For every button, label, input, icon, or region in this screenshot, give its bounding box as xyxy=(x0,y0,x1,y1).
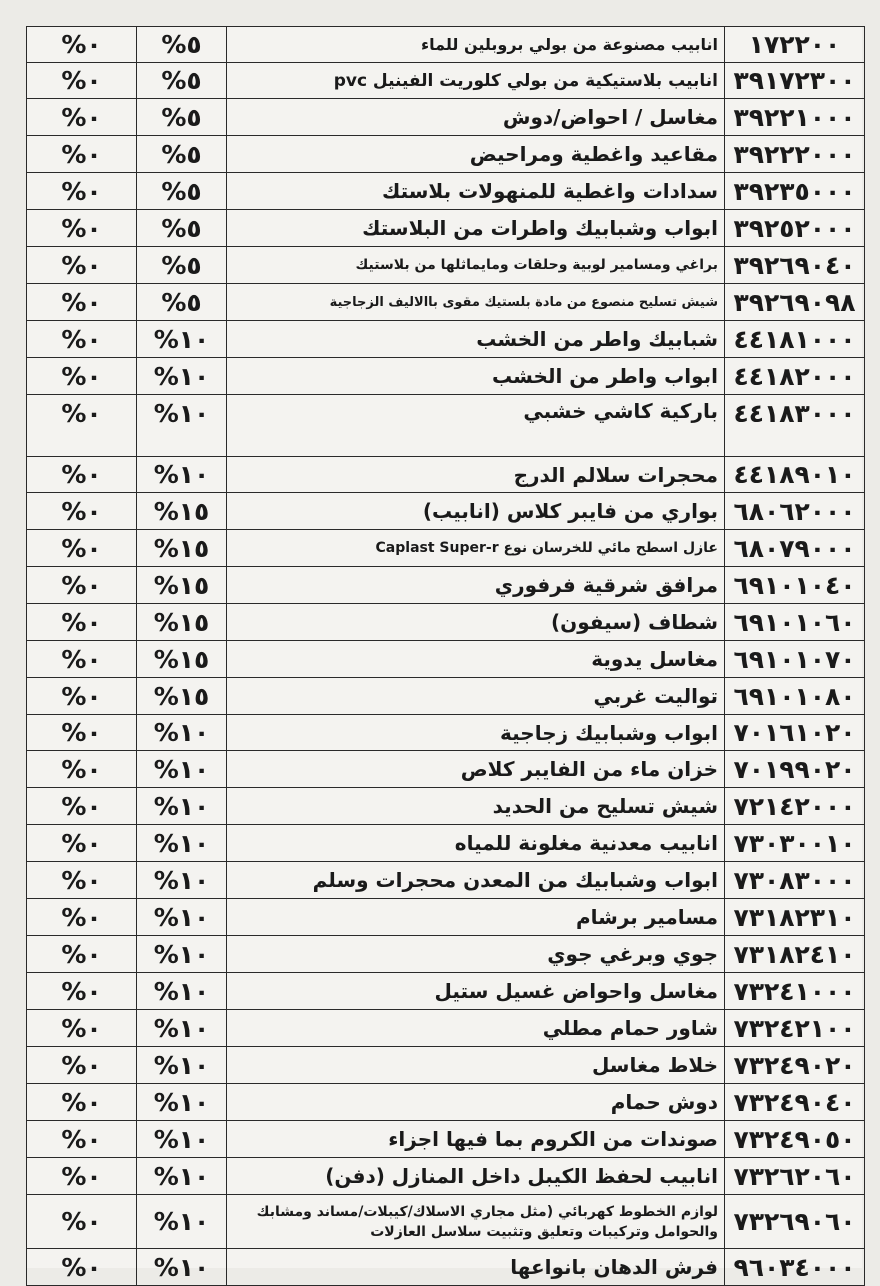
rate-high-cell: ١٠% xyxy=(137,825,227,862)
rate-high-cell: ١٠% xyxy=(137,457,227,493)
rate-high-cell: ٥% xyxy=(137,210,227,247)
code-cell: ٧٣٢٤٩٠٤٠ xyxy=(725,1084,865,1121)
table-row xyxy=(27,358,865,395)
rate-high-cell: ٥% xyxy=(137,173,227,210)
code-cell: ٣٩٢٢١٠٠٠ xyxy=(725,99,865,136)
rate-low-cell: ٠% xyxy=(27,247,137,284)
description-cell: فرش الدهان بانواعها xyxy=(227,1249,725,1286)
table-row xyxy=(27,284,865,321)
description-cell: شيش تسليح منصوع من مادة بلستيك مقوى باالاليف الزجاجية xyxy=(227,284,725,321)
rate-high-cell: ١٠% xyxy=(137,788,227,825)
rate-low-cell: ٠% xyxy=(27,825,137,862)
rate-low-cell: ٠% xyxy=(27,99,137,136)
table-row xyxy=(27,493,865,530)
description-cell: مغاسل / احواض/دوش xyxy=(227,99,725,136)
code-cell: ٧٣٠٣٠٠١٠ xyxy=(725,825,865,862)
table-row xyxy=(27,936,865,973)
code-cell: ٣٩٢٢٢٠٠٠ xyxy=(725,136,865,173)
rate-low-cell: ٠% xyxy=(27,493,137,530)
description-cell: جوي وبرغي جوي xyxy=(227,936,725,973)
rate-low-cell: ٠% xyxy=(27,321,137,358)
description-cell: مغاسل يدوية xyxy=(227,641,725,678)
table-row xyxy=(27,788,865,825)
rate-high-cell: ٥% xyxy=(137,63,227,99)
description-cell: ابواب وشبابيك واطرات من البلاستك xyxy=(227,210,725,247)
rate-low-cell: ٠% xyxy=(27,973,137,1010)
code-cell: ٧٣٢٤١٠٠٠ xyxy=(725,973,865,1010)
rate-low-cell: ٠% xyxy=(27,27,137,63)
rate-high-cell: ١٠% xyxy=(137,715,227,751)
table-row xyxy=(27,641,865,678)
code-cell: ٦٩١٠١٠٦٠ xyxy=(725,604,865,641)
table-row xyxy=(27,530,865,567)
rate-high-cell: ٥% xyxy=(137,99,227,136)
rate-low-cell: ٠% xyxy=(27,899,137,936)
table-row xyxy=(27,1195,865,1249)
rate-low-cell: ٠% xyxy=(27,1010,137,1047)
code-cell: ٣٩٢٣٥٠٠٠ xyxy=(725,173,865,210)
description-cell: انابيب بلاستيكية من بولي كلوريت الفينيل pvc xyxy=(227,63,725,99)
description-cell: مقاعيد واغطية ومراحيض xyxy=(227,136,725,173)
code-cell: ٩٦٠٣٤٠٠٠ xyxy=(725,1249,865,1286)
description-cell: خلاط مغاسل xyxy=(227,1047,725,1084)
rate-low-cell: ٠% xyxy=(27,715,137,751)
rate-low-cell: ٠% xyxy=(27,284,137,321)
code-cell: ٦٨٠٧٩٠٠٠ xyxy=(725,530,865,567)
tariff-table xyxy=(26,26,865,1286)
table-row xyxy=(27,1158,865,1195)
table-row xyxy=(27,825,865,862)
rate-high-cell: ١٠% xyxy=(137,899,227,936)
rate-high-cell: ١٠% xyxy=(137,973,227,1010)
table-row xyxy=(27,567,865,604)
description-cell: شيش تسليح من الحديد xyxy=(227,788,725,825)
description-cell: دوش حمام xyxy=(227,1084,725,1121)
rate-high-cell: ١٠% xyxy=(137,321,227,358)
rate-low-cell: ٠% xyxy=(27,210,137,247)
rate-high-cell: ١٠% xyxy=(137,395,227,457)
table-row xyxy=(27,457,865,493)
table-row xyxy=(27,1047,865,1084)
description-cell: مغاسل واحواض غسيل ستيل xyxy=(227,973,725,1010)
description-cell: خزان ماء من الفايبر كلاص xyxy=(227,751,725,788)
description-cell: بواري من فايبر كلاس (انابيب) xyxy=(227,493,725,530)
rate-low-cell: ٠% xyxy=(27,173,137,210)
rate-high-cell: ١٠% xyxy=(137,1047,227,1084)
rate-low-cell: ٠% xyxy=(27,788,137,825)
table-row xyxy=(27,899,865,936)
rate-high-cell: ١٠% xyxy=(137,936,227,973)
rate-low-cell: ٠% xyxy=(27,530,137,567)
table-row xyxy=(27,973,865,1010)
description-cell: براغي ومسامير لوبية وحلقات ومايماثلها من بلاستيك xyxy=(227,247,725,284)
rate-high-cell: ١٥% xyxy=(137,567,227,604)
description-cell: مرافق شرقية فرفوري xyxy=(227,567,725,604)
rate-low-cell: ٠% xyxy=(27,1121,137,1158)
description-cell: محجرات سلالم الدرج xyxy=(227,457,725,493)
table-row xyxy=(27,210,865,247)
rate-high-cell: ١٥% xyxy=(137,493,227,530)
code-cell: ٤٤١٨١٠٠٠ xyxy=(725,321,865,358)
code-cell: ٧٣١٨٢٣١٠ xyxy=(725,899,865,936)
rate-low-cell: ٠% xyxy=(27,567,137,604)
rate-low-cell: ٠% xyxy=(27,1195,137,1249)
table-row xyxy=(27,99,865,136)
code-cell: ٦٨٠٦٢٠٠٠ xyxy=(725,493,865,530)
code-cell: ٧٣٢٤٩٠٥٠ xyxy=(725,1121,865,1158)
code-cell: ٧٣٢٤٢١٠٠ xyxy=(725,1010,865,1047)
rate-high-cell: ١٥% xyxy=(137,678,227,715)
code-cell: ٣٩٢٥٢٠٠٠ xyxy=(725,210,865,247)
code-cell: ٦٩١٠١٠٤٠ xyxy=(725,567,865,604)
description-cell: سدادات واغطية للمنهولات بلاستك xyxy=(227,173,725,210)
table-row xyxy=(27,247,865,284)
table-row xyxy=(27,321,865,358)
rate-low-cell: ٠% xyxy=(27,1249,137,1286)
code-cell: ٤٤١٨٣٠٠٠ xyxy=(725,395,865,457)
description-cell: باركية كاشي خشبي xyxy=(227,395,725,457)
description-cell: ابواب واطر من الخشب xyxy=(227,358,725,395)
code-cell: ٧٠١٦١٠٢٠ xyxy=(725,715,865,751)
rate-high-cell: ٥% xyxy=(137,284,227,321)
rate-high-cell: ٥% xyxy=(137,247,227,284)
table-row xyxy=(27,751,865,788)
description-cell: انابيب معدنية مغلونة للمياه xyxy=(227,825,725,862)
code-cell: ٣٩٢٦٩٠٤٠ xyxy=(725,247,865,284)
rate-low-cell: ٠% xyxy=(27,604,137,641)
table-row xyxy=(27,27,865,63)
rate-high-cell: ١٥% xyxy=(137,641,227,678)
code-cell: ٧٣٢٤٩٠٢٠ xyxy=(725,1047,865,1084)
table-row xyxy=(27,1121,865,1158)
code-cell: ٣٩٢٦٩٠٩٨ xyxy=(725,284,865,321)
code-cell: ٦٩١٠١٠٧٠ xyxy=(725,641,865,678)
rate-low-cell: ٠% xyxy=(27,1047,137,1084)
rate-high-cell: ٥% xyxy=(137,136,227,173)
description-cell: مسامير برشام xyxy=(227,899,725,936)
code-cell: ٤٤١٨٢٠٠٠ xyxy=(725,358,865,395)
table-row xyxy=(27,678,865,715)
table-row xyxy=(27,604,865,641)
code-cell: ٧٢١٤٢٠٠٠ xyxy=(725,788,865,825)
table-row xyxy=(27,173,865,210)
rate-low-cell: ٠% xyxy=(27,641,137,678)
rate-low-cell: ٠% xyxy=(27,457,137,493)
rate-high-cell: ٥% xyxy=(137,27,227,63)
code-cell: ٧٣٠٨٣٠٠٠ xyxy=(725,862,865,899)
code-cell: ٧٣٢٦٩٠٦٠ xyxy=(725,1195,865,1249)
rate-high-cell: ١٠% xyxy=(137,1084,227,1121)
code-cell: ٣٩١٧٢٣٠٠ xyxy=(725,63,865,99)
code-cell: ٦٩١٠١٠٨٠ xyxy=(725,678,865,715)
code-cell: ٧٠١٩٩٠٢٠ xyxy=(725,751,865,788)
code-cell: ٧٣١٨٢٤١٠ xyxy=(725,936,865,973)
rate-high-cell: ١٠% xyxy=(137,358,227,395)
table-row xyxy=(27,1010,865,1047)
description-cell: صوندات من الكروم بما فيها اجزاء xyxy=(227,1121,725,1158)
description-cell: انابيب لحفظ الكيبل داخل المنازل (دفن) xyxy=(227,1158,725,1195)
rate-low-cell: ٠% xyxy=(27,862,137,899)
description-cell: تواليت غربي xyxy=(227,678,725,715)
rate-low-cell: ٠% xyxy=(27,136,137,173)
description-cell: شطاف (سيفون) xyxy=(227,604,725,641)
rate-high-cell: ١٠% xyxy=(137,862,227,899)
rate-high-cell: ١٥% xyxy=(137,604,227,641)
rate-low-cell: ٠% xyxy=(27,358,137,395)
description-cell: عازل اسطح مائي للخرسان نوع Caplast Super-r xyxy=(227,530,725,567)
rate-high-cell: ١٠% xyxy=(137,751,227,788)
rate-high-cell: ١٠% xyxy=(137,1249,227,1286)
description-cell: ابواب وشبابيك زجاجية xyxy=(227,715,725,751)
rate-low-cell: ٠% xyxy=(27,1084,137,1121)
description-cell: شاور حمام مطلي xyxy=(227,1010,725,1047)
rate-high-cell: ١٠% xyxy=(137,1121,227,1158)
table-row xyxy=(27,862,865,899)
rate-low-cell: ٠% xyxy=(27,751,137,788)
description-cell: ابواب وشبابيك من المعدن محجرات وسلم xyxy=(227,862,725,899)
code-cell: ١٧٢٢٠٠ xyxy=(725,27,865,63)
description-cell: انابيب مصنوعة من بولي بروبلين للماء xyxy=(227,27,725,63)
rate-high-cell: ١٠% xyxy=(137,1195,227,1249)
code-cell: ٤٤١٨٩٠١٠ xyxy=(725,457,865,493)
rate-low-cell: ٠% xyxy=(27,63,137,99)
rate-low-cell: ٠% xyxy=(27,1158,137,1195)
rate-high-cell: ١٠% xyxy=(137,1010,227,1047)
table-row xyxy=(27,395,865,457)
table-row xyxy=(27,63,865,99)
table-row xyxy=(27,136,865,173)
table-row xyxy=(27,715,865,751)
rate-high-cell: ١٥% xyxy=(137,530,227,567)
table-row xyxy=(27,1084,865,1121)
rate-low-cell: ٠% xyxy=(27,678,137,715)
rate-low-cell: ٠% xyxy=(27,395,137,457)
code-cell: ٧٣٢٦٢٠٦٠ xyxy=(725,1158,865,1195)
description-cell: لوازم الخطوط كهربائي (مثل مجاري الاسلاك/كيبلات/مساند ومشابك والحوامل وتركيبات وتعليق وتثبيت سلاسل العازلات xyxy=(227,1195,725,1249)
description-cell: شبابيك واطر من الخشب xyxy=(227,321,725,358)
rate-low-cell: ٠% xyxy=(27,936,137,973)
rate-high-cell: ١٠% xyxy=(137,1158,227,1195)
tariff-table-body xyxy=(27,27,865,1286)
